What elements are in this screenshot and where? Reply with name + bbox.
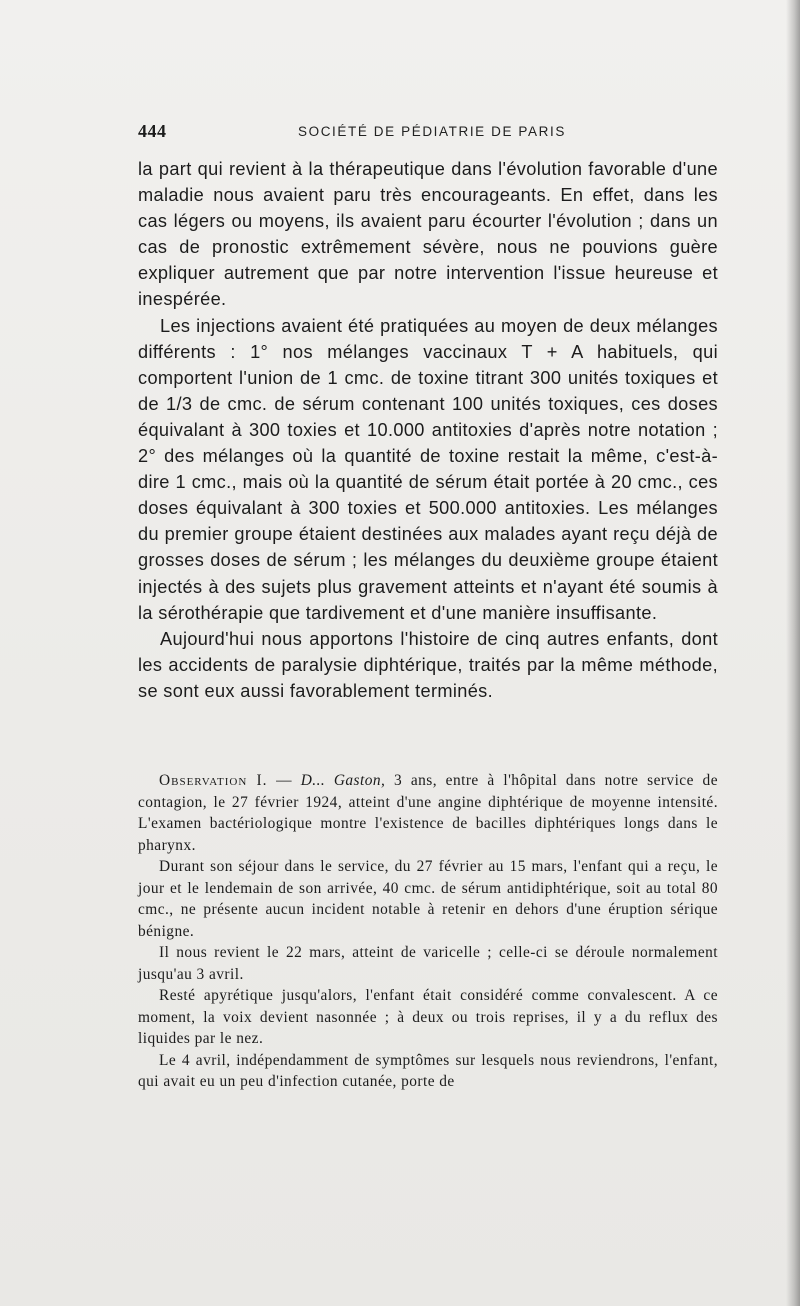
patient-name: D... Gaston,	[300, 772, 386, 789]
observation-intro-text: 3 ans, entre à l'hôpital dans notre service de contagion, le 27 février 1924, atteint d'une angine diphtérique de moyenne intensité. L'examen bactériologique montre l'existence de bacilles diphtériques longs dans le pharynx.	[138, 772, 718, 854]
observation-label: Observation I.	[159, 772, 268, 789]
journal-title: SOCIÉTÉ DE PÉDIATRIE DE PARIS	[298, 124, 566, 139]
observation-paragraph: Il nous revient le 22 mars, atteint de varicelle ; celle-ci se déroule normalement jusqu'au 3 avril.	[138, 944, 718, 983]
observation-section	[138, 770, 718, 1093]
main-text	[138, 156, 718, 704]
page-number: 444	[138, 121, 167, 141]
paragraph-continuation: la part qui revient à la thérapeutique dans l'évolution favorable d'une maladie nous avaient paru très encourageants. En effet, dans les cas légers ou moyens, ils avaient paru écourter l'évolution ; dans un cas de pronostic extrêmement sévère, nous ne pouvions guère expliquer autrement que par notre intervention l'issue heureuse et inespérée.	[138, 159, 718, 310]
paragraph-today: Aujourd'hui nous apportons l'histoire de cinq autres enfants, dont les accidents de paralysie diphtérique, traités par la même méthode, se sont eux aussi favorablement terminés.	[138, 628, 718, 701]
observation-intro	[138, 770, 718, 856]
observation-paragraph: Le 4 avril, indépendamment de symptômes sur lesquels nous reviendrons, l'enfant, qui avait eu un peu d'infection cutanée, porte de	[138, 1051, 718, 1090]
running-head	[138, 121, 718, 143]
observation-dash: —	[267, 772, 301, 789]
observation-paragraph: Durant son séjour dans le service, du 27 février au 15 mars, l'enfant qui a reçu, le jour et le lendemain de son arrivée, 40 cmc. de sérum antidiphtérique, soit au total 80 cmc., ne présente aucun incident notable à retenir en dehors d'une éruption sérique bénigne.	[138, 858, 718, 940]
page-edge-shadow	[786, 0, 800, 1306]
observation-paragraph: Resté apyrétique jusqu'alors, l'enfant était considéré comme convalescent. A ce moment, la voix devient nasonnée ; à deux ou trois reprises, il y a du reflux des liquides par le nez.	[138, 987, 718, 1047]
paragraph-injections: Les injections avaient été pratiquées au moyen de deux mélanges différents : 1° nos mélanges vaccinaux T + A habituels, qui comportent l'union de 1 cmc. de toxine titrant 300 unités toxiques et de 1/3 de cmc. de sérum contenant 100 unités toxiques, ces doses équivalant à 300 toxies et 10.000 antitoxies d'après notre notation ; 2° des mélanges où la quantité de toxine restait la même, c'est-à-dire 1 cmc., mais où la quantité de sérum était portée à 20 cmc., ces doses équivalant à 300 toxies et 500.000 antitoxies. Les mélanges du premier groupe étaient destinées aux malades ayant reçu déjà de grosses doses de sérum ; les mélanges du deuxième groupe étaient injectés à des sujets plus gravement atteints et n'ayant été soumis à la sérothérapie que tardivement et d'une manière insuffisante.	[138, 315, 718, 623]
